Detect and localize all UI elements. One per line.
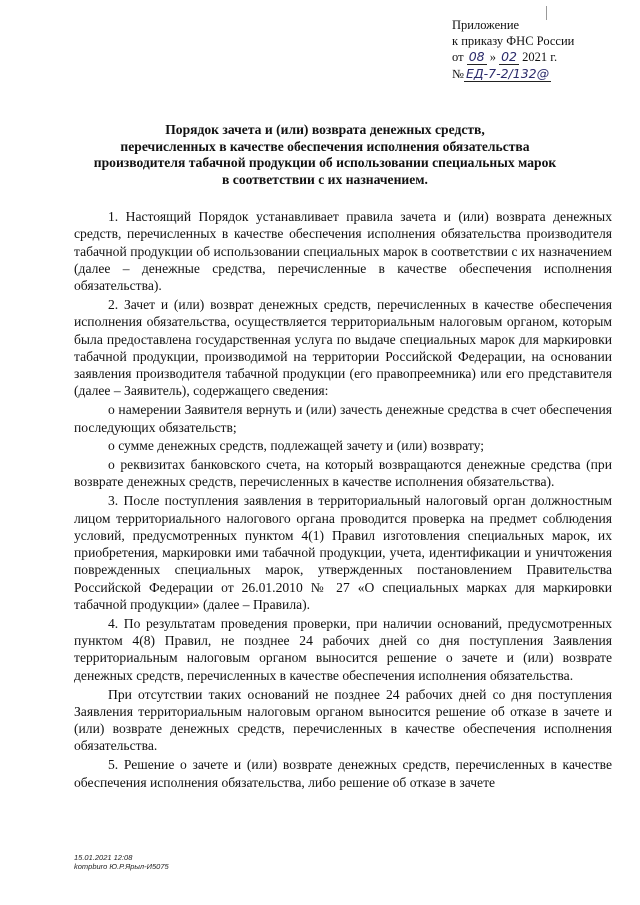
date-day: 08 (468, 49, 485, 64)
paragraph-2: 2. Зачет и (или) возврат денежных средств, перечисленных в качестве обеспечения исполнения обязательства, осуществляется территориальным налоговым органом, которым была предоставлена государственная услуга по выдаче специальных марок для маркировки табачной продукции, производимой на территории Российской Федерации, на основании заявления производителя табачной продукции (его правопреемника) или его представителя (далее – Заявитель), содержащего сведения: (74, 296, 612, 399)
footer-author: kompburo Ю.Р.Ярыл-И5075 (74, 862, 169, 871)
paragraph-1: 1. Настоящий Порядок устанавливает правила зачета и (или) возврата денежных средств, перечисленных в качестве обеспечения исполнения обязательства производителя табачной продукции об использовании специальных марок в соответствии с их назначением (далее – денежные средства, перечисленные в качестве обеспечения исполнения обязательства). (74, 209, 612, 294)
paragraph-2-item-2: о сумме денежных средств, подлежащей зачету и (или) возврату; (108, 438, 485, 454)
paragraph-2-item-3: о реквизитах банковского счета, на который возвращаются денежные средства (при возврате денежных средств, перечисленных в качестве исполнения обязательства). (74, 457, 612, 490)
paragraph-2-item-1: о намерении Заявителя вернуть и (или) зачесть денежные средства в счет обеспечения последующих обязательств; (74, 402, 612, 435)
document-body (74, 208, 612, 792)
title-line-4: в соответствии с их назначением. (222, 171, 428, 187)
date-month: 02 (501, 49, 517, 64)
annex-label: Приложение (452, 18, 520, 32)
title-line-2: перечисленных в качестве обеспечения исполнения обязательства (120, 138, 530, 154)
footer-timestamp: 15.01.2021 12:08 (74, 853, 133, 862)
paragraph-4: 4. По результатам проведения проверки, при наличии оснований, предусмотренных пунктом 4(8) Правил, не позднее 24 рабочих дней со дня поступления Заявления территориальным налоговым органом выносится решение о зачете и (или) возврате денежных средств, перечисленных в качестве обеспечения исполнения обязательства. (74, 615, 612, 683)
title-line-1: Порядок зачета и (или) возврата денежных средств, (165, 122, 485, 137)
paragraph-4-continued: При отсутствии таких оснований не позднее 24 рабочих дней со дня поступления Заявления территориальным налоговым органом выносится решение об отказе в зачете и (или) возврате денежных средств, перечисленных в качестве обеспечения исполнения обязательства. (74, 686, 612, 754)
annex-number (452, 66, 622, 83)
paragraph-5: 5. Решение о зачете и (или) возврате денежных средств, перечисленных в качестве обеспечения исполнения обязательства, либо решение об отказе в зачете (74, 757, 612, 790)
number-value: ЕД-7-2/132@ (465, 65, 550, 81)
number-prefix: № (452, 66, 464, 81)
date-year: 2021 г. (522, 50, 558, 64)
annex-block (452, 18, 622, 82)
annex-order-ref: к приказу ФНС России (452, 33, 575, 48)
title-line-3: производителя табачной продукции об использовании специальных марок (93, 155, 557, 171)
paragraph-3: 3. После поступления заявления в территориальный налоговый орган должностным лицом территориального налогового органа проводится проверка на предмет соблюдения условий, предусмотренных пунктом 4(1) Правил изготовления специальных марок, их приобретения, маркировки ими табачной продукции, учета, идентификации и уничтожения поврежденных специальных марок, утвержденных постановлением Правительства Российской Федерации от 26.01.2010 № 27 «О специальных марках для маркировки табачной продукции» (далее – Правила). (74, 493, 612, 613)
date-separator: » (489, 50, 496, 64)
annex-date (452, 49, 622, 66)
date-prefix: от (452, 50, 464, 64)
document-title (60, 122, 590, 188)
print-footer (74, 853, 169, 871)
